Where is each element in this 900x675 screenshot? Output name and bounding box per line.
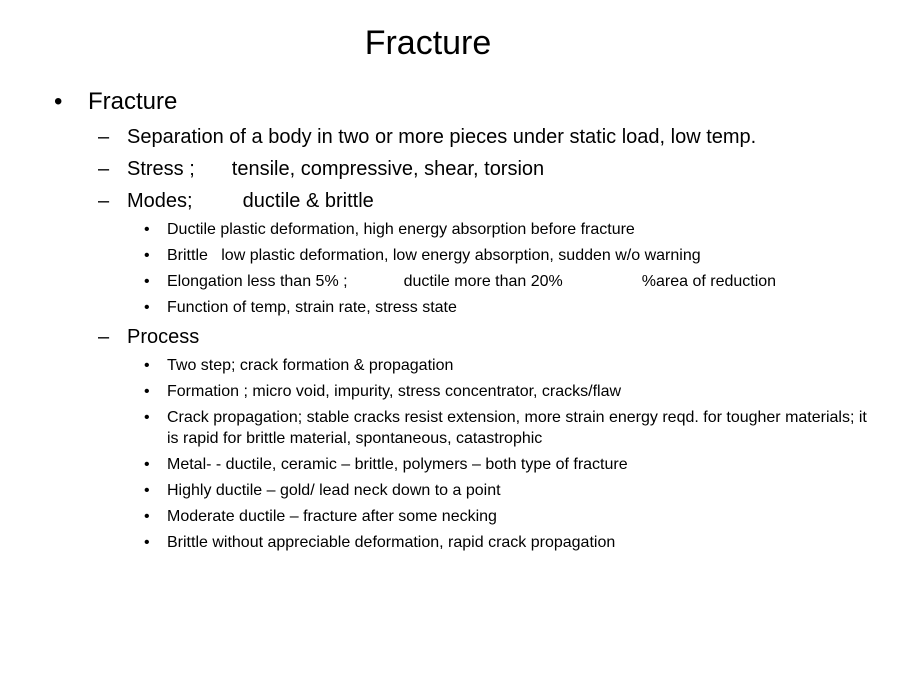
subbullet-process	[90, 324, 882, 350]
item-text: Ductile plastic deformation, high energy absorption before fracture	[167, 221, 635, 238]
item-text: Highly ductile – gold/ lead neck down to a point	[167, 482, 501, 499]
bullet-dot-icon: •	[144, 221, 150, 238]
item-text: Moderate ductile – fracture after some necking	[167, 508, 497, 525]
item-text: Two step; crack formation & propagation	[167, 357, 454, 374]
dash-icon: –	[98, 190, 110, 212]
elongation-b: ductile more than 20%	[403, 273, 563, 290]
modes-item-brittle	[139, 245, 882, 266]
bullet-dot-icon: •	[144, 299, 150, 316]
elongation-c: %area of reduction	[641, 273, 777, 290]
bullet-dot-icon: •	[144, 357, 150, 374]
item-text: Brittle without appreciable deformation, rapid crack propagation	[167, 534, 616, 551]
bullet-dot-icon: •	[144, 456, 150, 473]
modes-item-function	[139, 297, 882, 318]
item-text: Crack propagation; stable cracks resist extension, more strain energy reqd. for tougher materials; it is rapid for brittle material, spontaneous, catastrophic	[167, 409, 867, 447]
bullet-text: Fracture	[88, 88, 178, 115]
bullet-dot-icon: •	[144, 273, 150, 290]
subbullet-text: Separation of a body in two or more pieces under static load, low temp.	[127, 126, 757, 148]
bullet-dot-icon: •	[144, 534, 150, 551]
slide-title: Fracture	[364, 24, 492, 62]
bullet-dot-icon: •	[144, 482, 150, 499]
modes-item-ductile	[139, 219, 882, 240]
subbullet-modes	[90, 188, 882, 214]
item-text: Metal- - ductile, ceramic – brittle, polymers – both type of fracture	[167, 456, 628, 473]
process-item	[139, 480, 882, 501]
modes-value: ductile & brittle	[242, 190, 374, 212]
slide-content	[52, 86, 882, 553]
process-item	[139, 506, 882, 527]
stress-label: Stress ;	[127, 158, 195, 180]
subbullet-separation	[90, 124, 882, 150]
modes-label: Modes;	[127, 190, 193, 212]
dash-icon: –	[98, 158, 110, 180]
process-item	[139, 532, 882, 553]
bullet-dot-icon: •	[144, 383, 150, 400]
bullet-fracture	[52, 86, 882, 118]
bullet-dot-icon: •	[144, 247, 150, 264]
item-text: Function of temp, strain rate, stress state	[167, 299, 457, 316]
process-item	[139, 355, 882, 376]
subbullet-text: Process	[127, 326, 200, 348]
item-text: Formation ; micro void, impurity, stress concentrator, cracks/flaw	[167, 383, 622, 400]
process-item	[139, 381, 882, 402]
bullet-dot-icon: •	[144, 508, 150, 525]
item-text: Brittle low plastic deformation, low energy absorption, sudden w/o warning	[167, 247, 701, 264]
bullet-dot-icon: •	[144, 409, 150, 426]
process-item	[139, 407, 882, 449]
elongation-a: Elongation less than 5% ;	[167, 273, 348, 290]
process-item	[139, 454, 882, 475]
subbullet-stress	[90, 156, 882, 182]
modes-item-elongation	[139, 271, 882, 292]
bullet-dot-icon: •	[54, 88, 63, 115]
stress-value: tensile, compressive, shear, torsion	[231, 158, 545, 180]
dash-icon: –	[98, 326, 110, 348]
dash-icon: –	[98, 126, 110, 148]
